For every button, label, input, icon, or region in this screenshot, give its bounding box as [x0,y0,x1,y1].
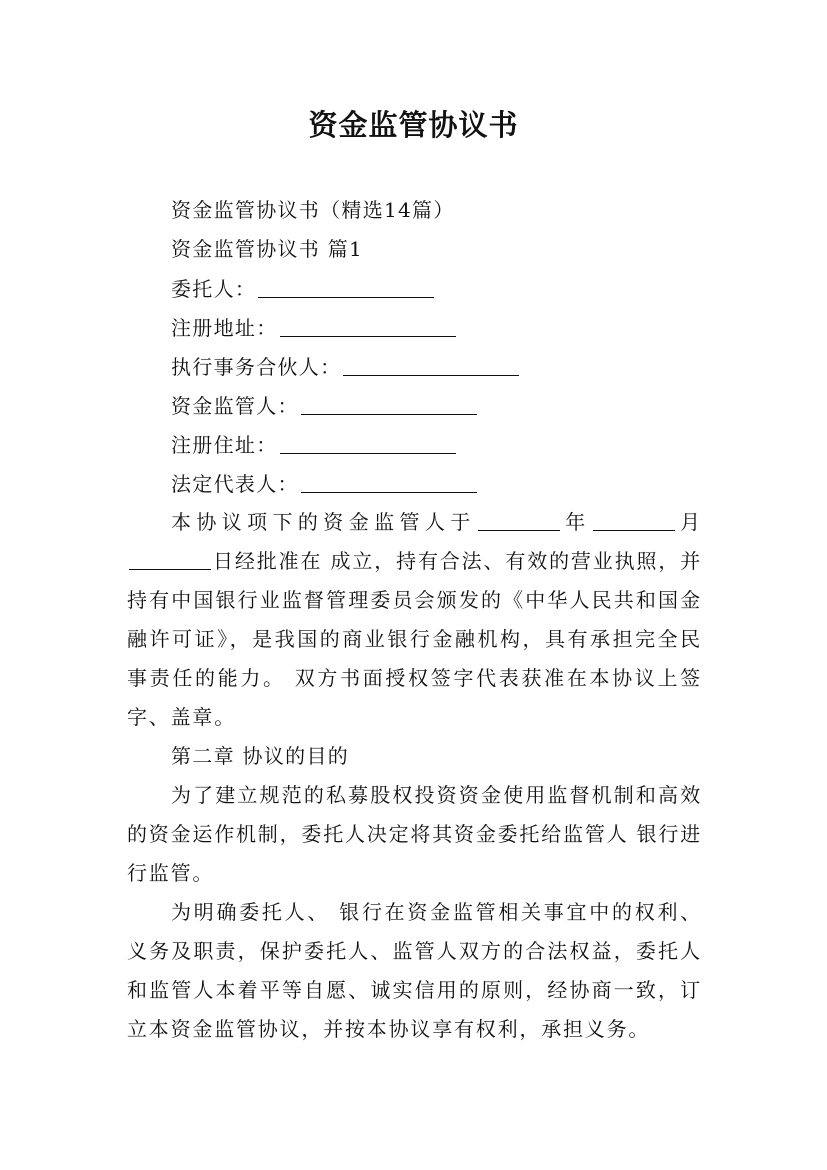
field-label: 注册住址： [171,433,278,457]
fill-blank [280,435,456,454]
fill-blank-month [593,512,675,531]
paragraph-purpose: 为了建立规范的私募股权投资资金使用监督机制和高效的资金运作机制，委托人决定将其资金委托给监管人 银行进行监管。 [127,783,702,885]
paragraph-text: 日经批准在 成立，持有合法、有效的营业执照，并持有中国银行业监督管理委员会颁发的《中华人民共和国金融许可证》，是我国的商业银行金融机构，具有承担完全民事责任的能力。 双方书面授权签字代表获准在本协议上签字、盖章。 [127,549,702,729]
fill-blank [301,396,477,415]
fill-blank [301,474,477,493]
paragraph-text: 本协议项下的资金监管人于 [171,510,476,534]
paragraph-rights: 为明确委托人、 银行在资金监管相关事宜中的权利、义务及职责，保护委托人、监管人双方的合法权益，委托人和监管人本着平等自愿、诚实信用的原则，经协商一致，订立本资金监管协议，并按本协议享有权利，承担义务。 [127,900,702,1041]
field-registered-address [171,316,456,340]
fill-blank [280,318,456,337]
field-label: 资金监管人： [171,394,299,418]
fill-blank [343,357,519,376]
year-unit: 年 [561,510,591,534]
fill-blank [258,279,434,298]
chapter-heading: 第二章 协议的目的 [171,744,350,768]
field-legal-representative [171,472,477,496]
field-label: 注册地址： [171,316,278,340]
field-label: 委托人： [171,277,257,301]
month-unit: 月 [676,510,702,534]
fill-blank-year [478,512,560,531]
paragraph-supervisor-intro [127,503,702,737]
section-heading: 资金监管协议书 篇1 [171,237,364,261]
field-label: 执行事务合伙人： [171,355,342,379]
field-executive-partner [171,355,519,379]
field-entrusting-party [171,277,434,301]
document-title: 资金监管协议书 [308,108,519,142]
document-subtitle: 资金监管协议书（精选14篇） [171,198,455,222]
field-registered-residence [171,433,456,457]
field-fund-supervisor [171,394,477,418]
fill-blank-day [129,551,211,570]
field-label: 法定代表人： [171,472,299,496]
